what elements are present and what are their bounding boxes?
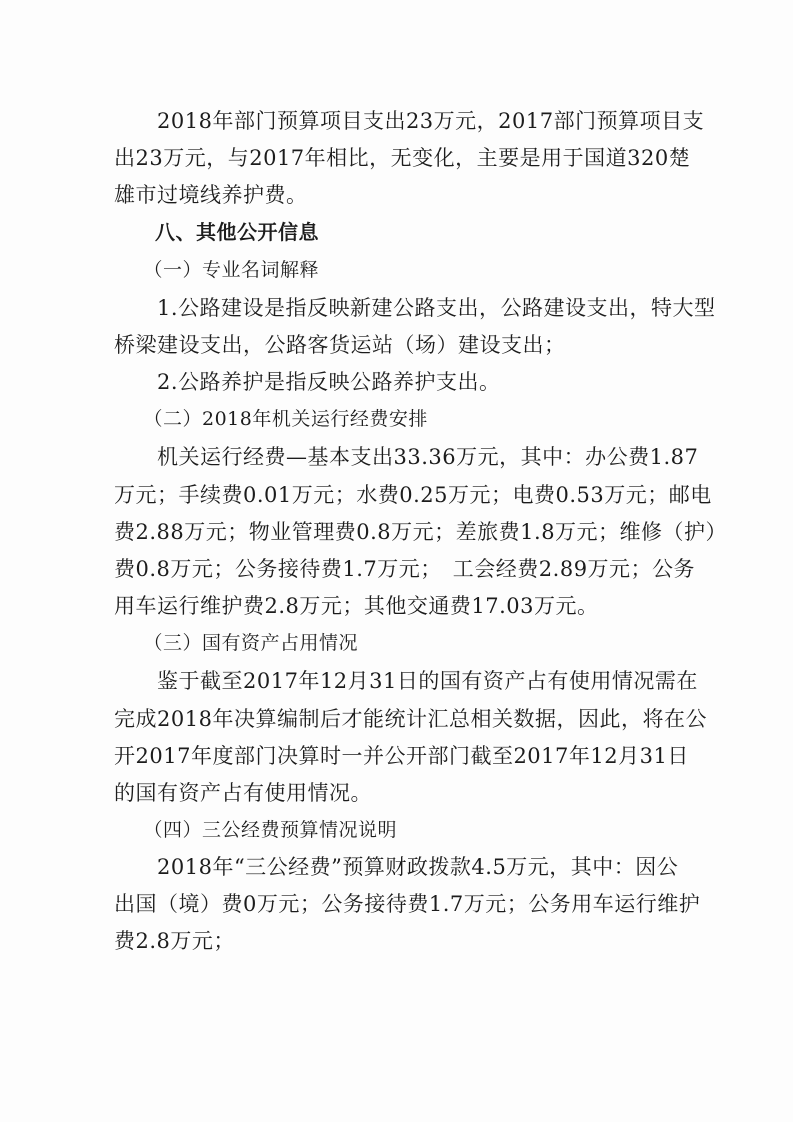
text-line: 完成2018年决算编制后才能统计汇总相关数据，因此，将在公 [114,707,707,731]
text-line: 的国有资产占有使用情况。 [114,781,372,805]
text-line: 出国（境）费0万元；公务接待费1.7万元；公务用车运行维护 [114,892,701,916]
text-line: 鉴于截至2017年12月31日的国有资产占有使用情况需在 [114,669,698,693]
text-line: 雄市过境线养护费。 [114,183,308,207]
subsection-heading: （三）国有资产占用情况 [114,632,359,654]
section-heading: 八、其他公开信息 [114,220,319,244]
subsection-heading: （四）三公经费预算情况说明 [114,819,398,841]
subsection-heading: （二）2018年机关运行经费安排 [114,408,428,430]
text-line: 用车运行维护费2.8万元；其他交通费17.03万元。 [114,594,599,618]
text-line: 万元；手续费0.01万元；水费0.25万元；电费0.53万元；邮电 [114,483,712,507]
text-line: 费2.88万元；物业管理费0.8万元；差旅费1.8万元；维修（护） [114,520,728,544]
text-line: 2.公路养护是指反映公路养护支出。 [114,370,501,394]
text-line: 出23万元，与2017年相比，无变化，主要是用于国道320楚 [114,146,691,170]
text-line: 2018年“三公经费”预算财政拨款4.5万元，其中：因公 [114,855,679,879]
text-line: 桥梁建设支出，公路客货运站（场）建设支出； [114,333,566,357]
text-line: 费2.8万元； [114,929,235,953]
subsection-heading: （一）专业名词解释 [114,259,320,281]
text-line: 机关运行经费—基本支出33.36万元，其中：办公费1.87 [114,445,699,469]
text-line: 2018年部门预算项目支出23万元，2017部门预算项目支 [114,109,705,133]
text-line: 1.公路建设是指反映新建公路支出，公路建设支出，特大型 [114,296,716,320]
text-line: 开2017年度部门决算时一并公开部门截至2017年12月31日 [114,744,689,768]
text-line: 费0.8万元；公务接待费1.7万元； 工会经费2.89万元；公务 [114,557,696,581]
